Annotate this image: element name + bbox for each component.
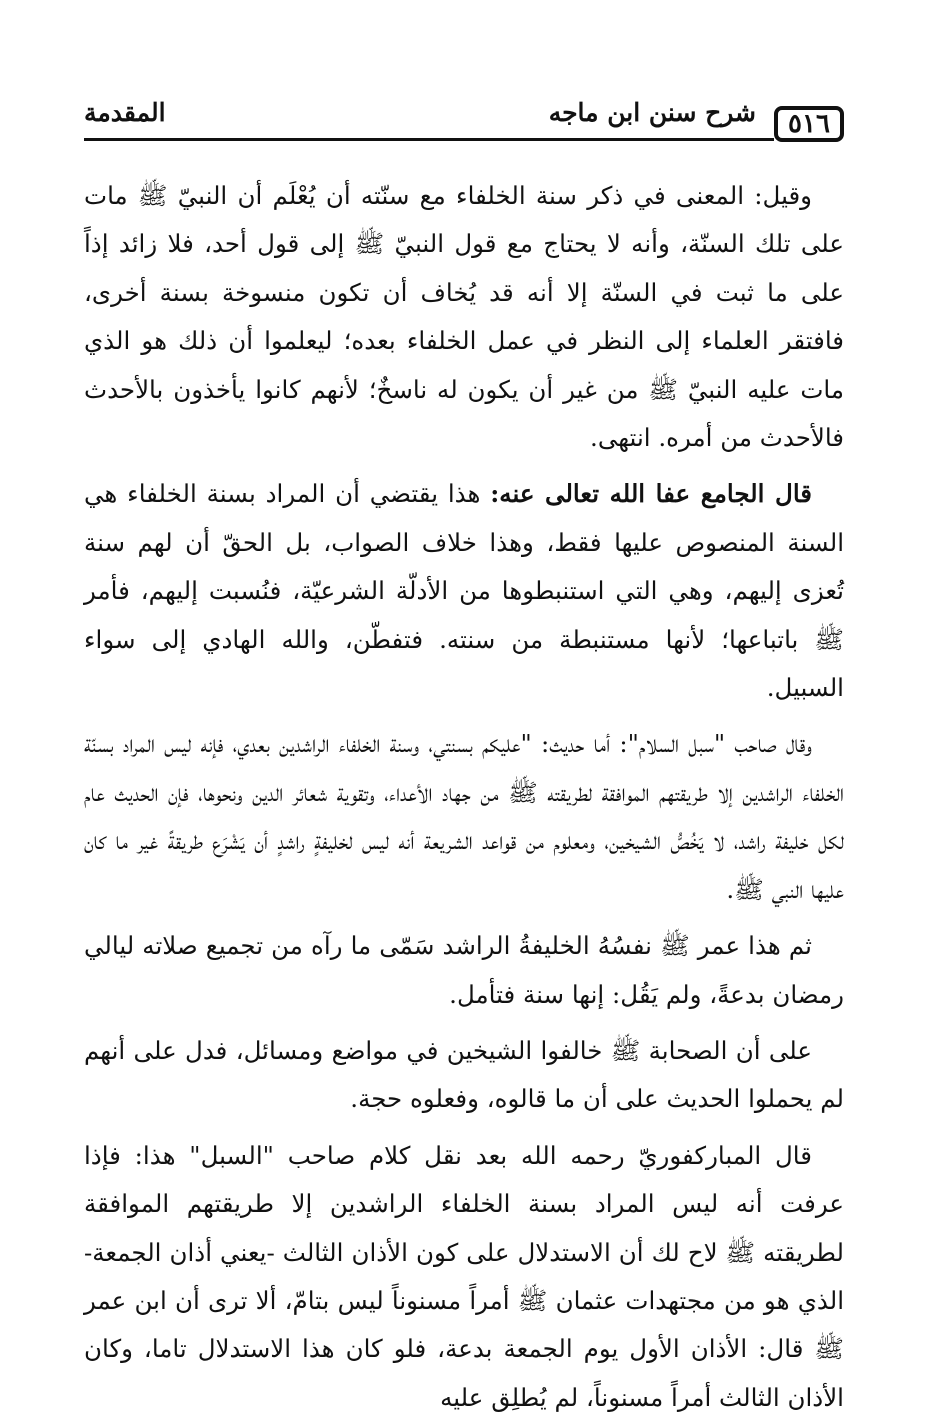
paragraph-4: ثم هذا عمر ﷺ نفسُهُ الخليفةُ الراشد سَمّى ما رآه من تجميع صلاته ليالي رمضان بدعةً، ولم يَقُل: إنها سنة فتأمل. (84, 931, 844, 1009)
section-title: المقدمة (84, 98, 166, 127)
header-divider (84, 138, 774, 141)
paragraph-2 (84, 470, 844, 712)
paragraph-2-lead: قال الجامع عفا الله تعالى عنه: (490, 479, 812, 509)
paragraph-1: وقيل: المعنى في ذكر سنة الخلفاء مع سنّته أن يُعْلَم أن النبيّ ﷺ مات على تلك السنّة، وأنه لا يحتاج مع قول النبيّ ﷺ إلى قول أحد، فلا زائد إذاً على ما ثبت في السنّة إلا أنه قد يُخاف أن تكون منسوخة بسنة أخرى، فافتقر العلماء إلى النظر في عمل الخلفاء بعده؛ ليعلموا أن ذلك هو الذي مات عليه النبيّ ﷺ من غير أن يكون له ناسخٌ؛ لأنهم كانوا يأخذون بالأحدث فالأحدث من أمره. انتهى. (84, 181, 844, 453)
paragraph-2-text: هذا يقتضي أن المراد بسنة الخلفاء هي السنة المنصوص عليها فقط، وهذا خلاف الصواب، بل الحقّ أن لهم سنة تُعزى إليهم، وهي التي استنبطوها من الأدلّة الشرعيّة، فنُسبت إليهم، فأمر ﷺ باتباعها؛ لأنها مستنبطة من سنته. فتفطّن، والله الهادي إلى سواء السبيل. (84, 479, 844, 703)
page-number: ٥١٦ (774, 106, 844, 142)
book-title: شرح سنن ابن ماجه (548, 98, 756, 127)
paragraph-6: قال المباركفوريّ رحمه الله بعد نقل كلام صاحب "السبل" هذا: فإذا عرفت أنه ليس المراد بسنة الخلفاء الراشدين إلا طريقتهم الموافقة لطريقته ﷺ لاح لك أن الاستدلال على كون الأذان الثالث -يعني أذان الجمعة- الذي هو من مجتهدات عثمان ﷺ أمراً مسنوناً ليس بتامّ، ألا ترى أن ابن عمر ﷺ قال: الأذان الأول يوم الجمعة بدعة، فلو كان هذا الاستدلال تاما، وكان الأذان الثالث أمراً مسنوناً، لم يُطلِق عليه (84, 1140, 844, 1412)
paragraph-5: على أن الصحابة ﷺ خالفوا الشيخين في مواضع ومسائل، فدل على أنهم لم يحملوا الحديث على أن ما قالوه، وفعلوه حجة. (84, 1035, 844, 1114)
paragraph-3: وقال صاحب "سبل السلام": أما حديث: "عليكم بسنتي، وسنة الخلفاء الراشدين بعدي، فإنه ليس المراد بسنّة الخلفاء الراشدين إلا طريقتهم الموافقة لطريقته ﷺ من جهاد الأعداء، وتقوية شعائر الدين ونحوها، فإن الحديث عام لكل خليفة راشد، لا يَخُصُّ الشيخين، ومعلوم من قواعد الشريعة أنه ليس لخليفةٍ راشدٍ أن يَشْرَع طريقةً غير ما كان عليها النبي ﷺ. (84, 729, 844, 904)
page-header (84, 92, 844, 156)
page-body (84, 172, 844, 1428)
